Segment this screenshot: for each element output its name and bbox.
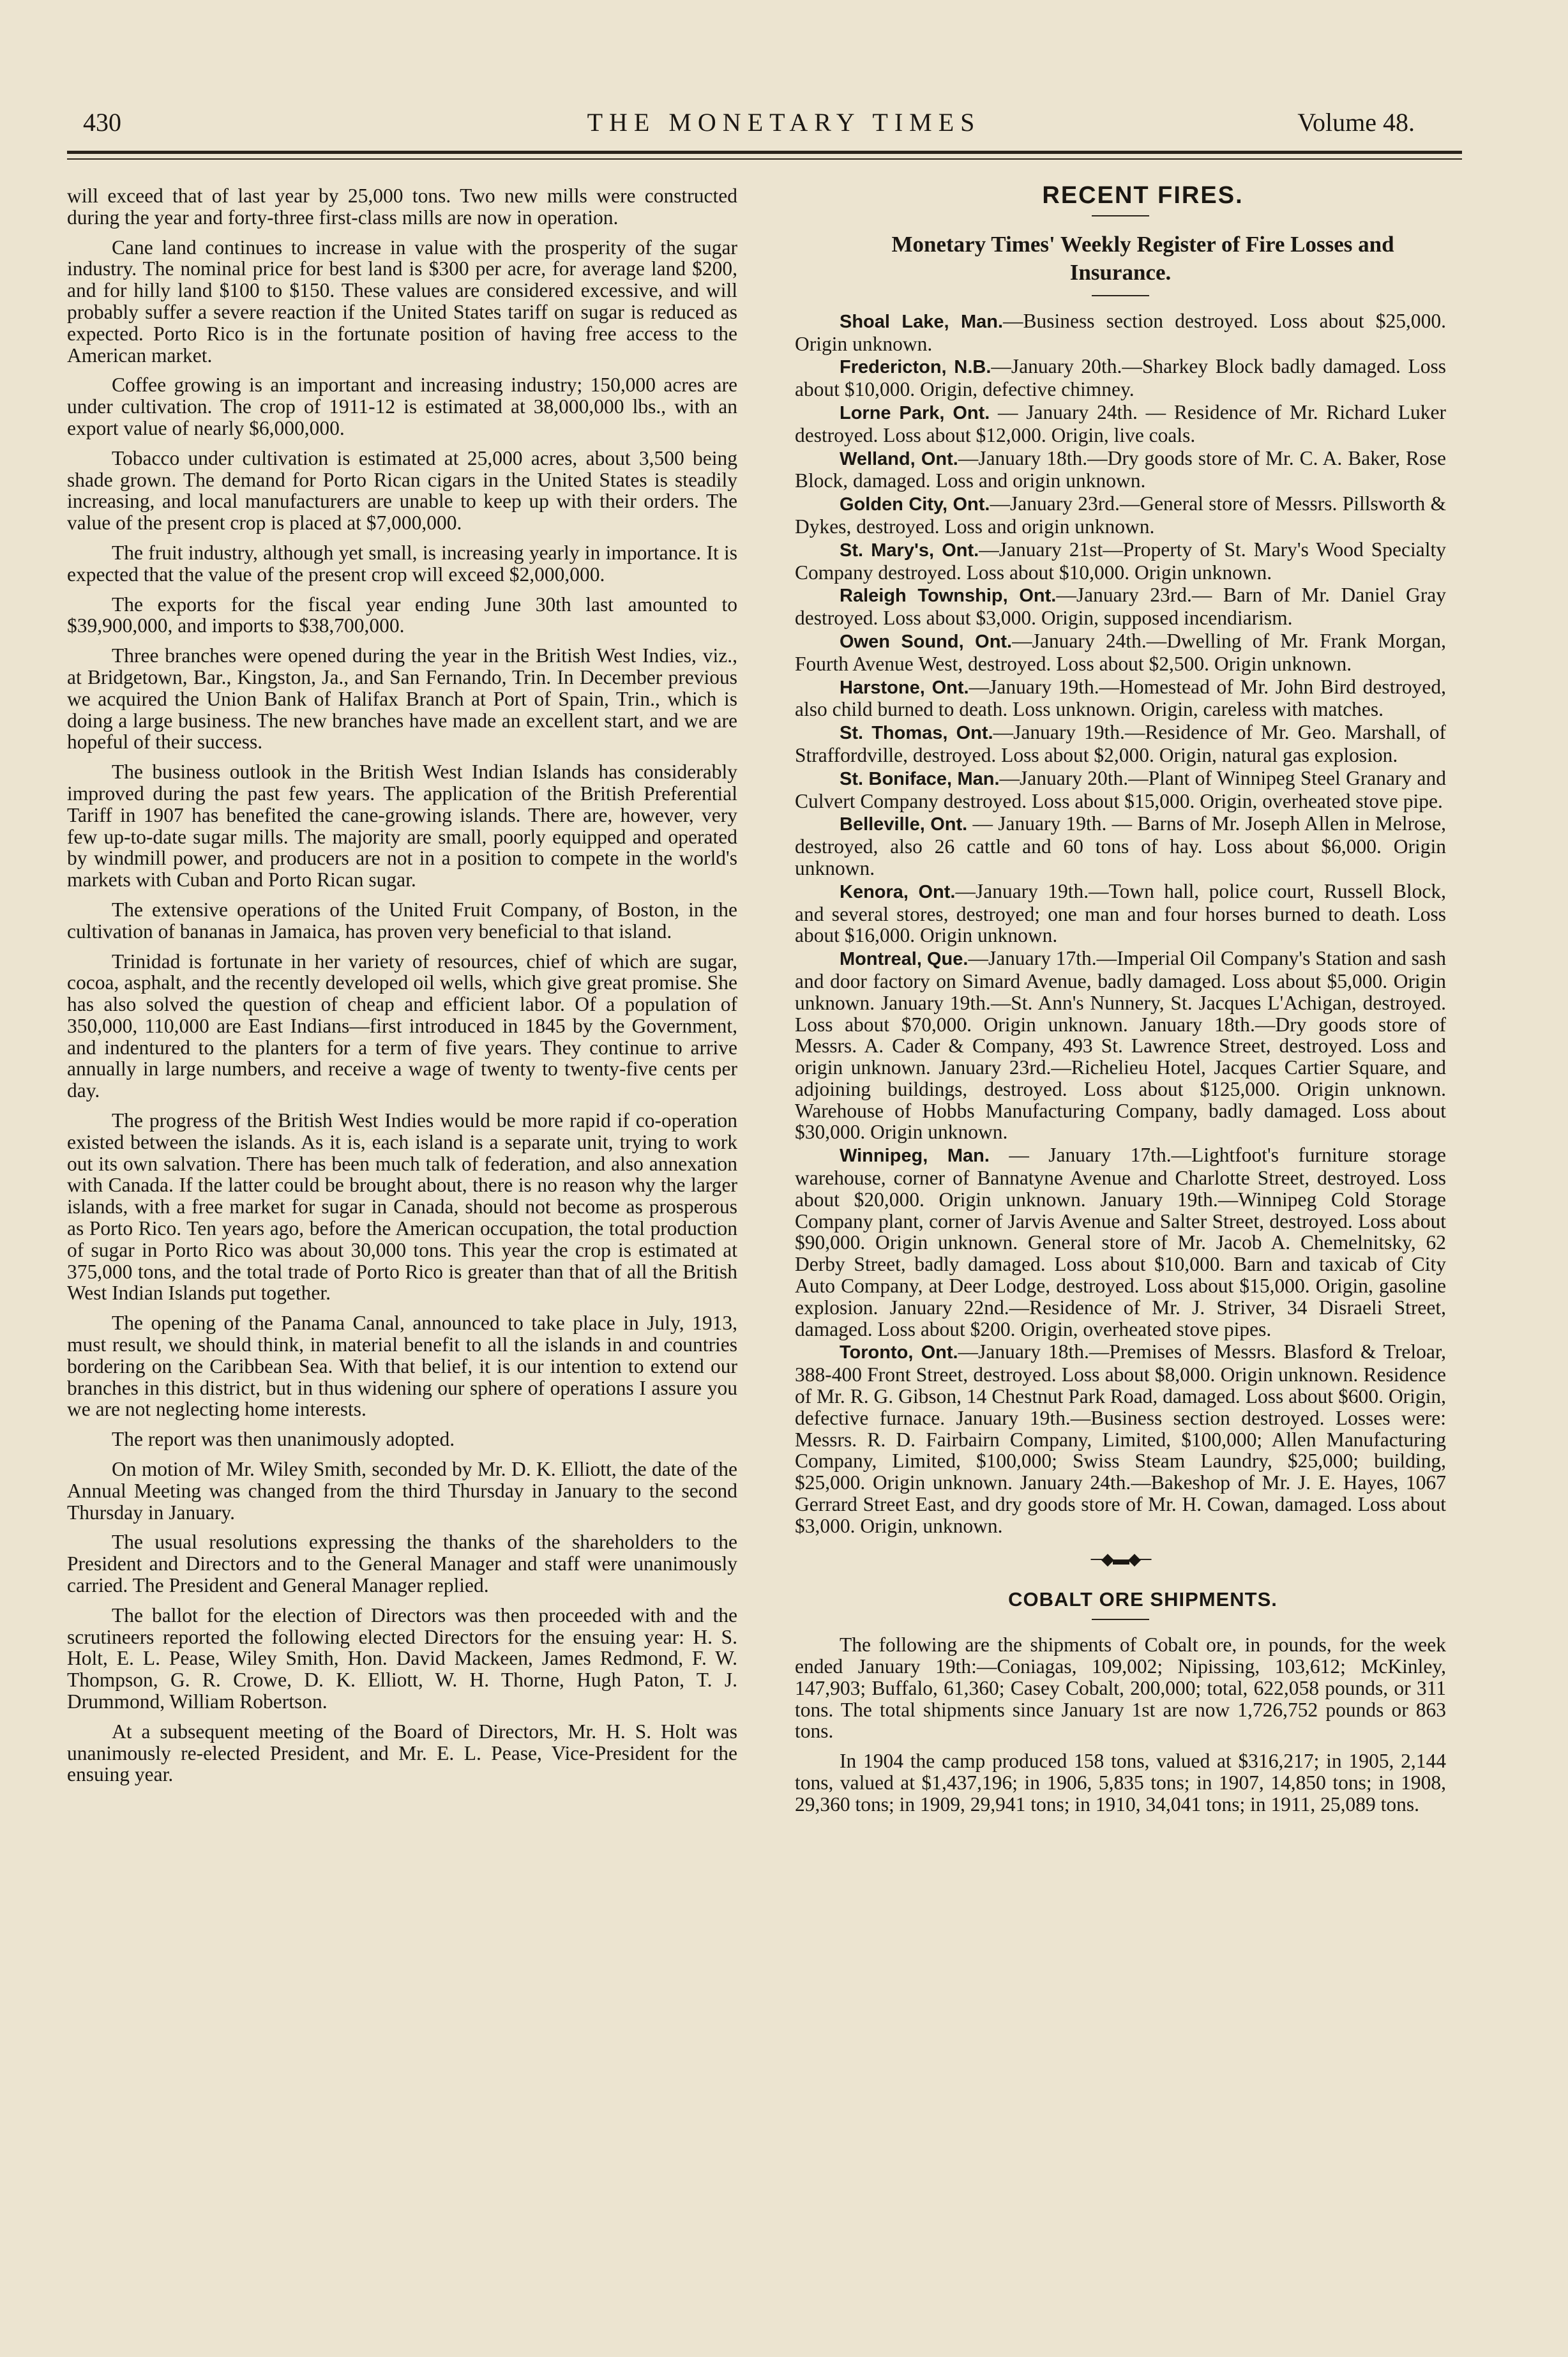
fire-entry bbox=[795, 310, 1446, 355]
fire-location: Belleville, Ont. bbox=[840, 814, 968, 835]
divider bbox=[1092, 295, 1149, 296]
paragraph: Trinidad is fortunate in her variety of resources, chief of which are sugar, cocoa, asphalt, and the recently developed oil wells, which give great promise. She has also solved the question of cheap and efficient labor. Of a population of 350,000, 110,000 are East Indians—first introduced in 1845 by the Government, and indentured to the planters for a term of five years. They continue to arrive annually in large numbers, and receive a wage of twenty to twenty-five cents per day. bbox=[67, 950, 737, 1102]
fire-entry bbox=[795, 356, 1446, 400]
fire-details: —January 23rd.— Barn of Mr. Daniel Gray destroyed. Loss about $3,000. Origin, supposed incendiarism. bbox=[795, 584, 1446, 630]
paragraph: will exceed that of last year by 25,000 tons. Two new mills were constructed during the year and forty-three first-class mills are now in operation. bbox=[67, 185, 737, 229]
fire-details: — January 19th. — Barns of Mr. Joseph Allen in Melrose, destroyed, also 26 cattle and 60 tons of hay. Loss about $6,000. Origin unknown. bbox=[795, 812, 1447, 879]
fire-details: — January 17th.—Lightfoot's furniture storage warehouse, corner of Bannatyne Avenue and Charlotte Street, destroyed. Loss about $20,000. Origin unknown. January 19th.—Winnipeg Cold Storage Company plant, corner of Jarvis Avenue and Salter Street, destroyed. Loss about $90,000. Origin unknown. General store of Mr. Jacob A. Chemelnitsky, 62 Derby Street, badly damaged. Loss about $10,000. Barn and taxicab of City Auto Company, at Deer Lodge, destroyed. Loss about $15,000. Origin, gasoline explosion. January 22nd.—Residence of Mr. J. Striver, 34 Disraeli Street, damaged. Loss about $200. Origin, overheated stove pipes. bbox=[795, 1144, 1446, 1340]
fire-location: Fredericton, N.B. bbox=[840, 357, 991, 378]
fire-details: —January 19th.—Homestead of Mr. John Bird destroyed, also child burned to death. Loss unknown. Origin, careless with matches. bbox=[795, 675, 1447, 721]
fire-location: St. Mary's, Ont. bbox=[840, 540, 979, 561]
page-header bbox=[0, 107, 1568, 146]
divider bbox=[1092, 1619, 1149, 1620]
divider bbox=[1092, 215, 1149, 216]
publication-title: THE MONETARY TIMES bbox=[587, 108, 981, 137]
fire-entry bbox=[795, 584, 1446, 629]
fire-location: Winnipeg, Man. bbox=[840, 1146, 990, 1167]
fire-location: Lorne Park, Ont. bbox=[840, 402, 990, 423]
right-column bbox=[795, 182, 1447, 1824]
fire-details: —January 18th.—Dry goods store of Mr. C. A. Baker, Rose Block, damaged. Loss and origin unknown. bbox=[795, 446, 1446, 492]
paragraph: At a subsequent meeting of the Board of Directors, Mr. H. S. Holt was unanimously re-elected President, and Mr. E. L. Pease, Vice-President for the ensuing year. bbox=[67, 1720, 737, 1786]
fire-location: Toronto, Ont. bbox=[840, 1342, 958, 1363]
paragraph: On motion of Mr. Wiley Smith, seconded by Mr. D. K. Elliott, the date of the Annual Meeting was changed from the third Thursday in January to the second Thursday in January. bbox=[67, 1458, 737, 1524]
fire-entry bbox=[795, 493, 1446, 538]
paragraph: In 1904 the camp produced 158 tons, valued at $316,217; in 1905, 2,144 tons, valued at $1,437,196; in 1906, 5,835 tons; in 1907, 14,850 tons; in 1908, 29,360 tons; in 1909, 29,941 tons; in 1910, 34,041 tons; in 1911, 25,089 tons. bbox=[795, 1750, 1446, 1815]
fire-entry bbox=[795, 722, 1446, 766]
section-heading: RECENT FIRES. bbox=[1042, 182, 1244, 209]
fire-details: —January 24th.—Dwelling of Mr. Frank Morgan, Fourth Avenue West, destroyed. Loss about $2,500. Origin unknown. bbox=[795, 629, 1446, 675]
fire-details: —January 21st—Property of St. Mary's Wood Specialty Company destroyed. Loss about $10,000. Origin unknown. bbox=[795, 538, 1446, 584]
fire-details: —January 17th.—Imperial Oil Company's Station and sash and door factory on Simard Avenue, badly damaged. Loss about $5,000. Origin unknown. January 19th.—St. Ann's Nunnery, St. Jacques L'Achigan, destroyed. Loss about $70,000. Origin unknown. January 18th.—Dry goods store of Messrs. A. Cader & Company, 493 St. Lawrence Street, destroyed. Loss and origin unknown. January 23rd.—Richelieu Hotel, Jacques Cartier Square, and adjoining buildings, destroyed. Loss about $125,000. Origin unknown. Warehouse of Hobbs Manufacturing Company, badly damaged. Loss about $30,000. Origin unknown. bbox=[795, 947, 1446, 1144]
paragraph: The following are the shipments of Cobalt ore, in pounds, for the week ended January 19th:—Coniagas, 109,002; Nipissing, 103,612; McKinley, 147,903; Buffalo, 61,360; Casey Cobalt, 200,000; total, 622,058 pounds, or 311 tons. The total shipments since January 1st are now 1,726,752 pounds or 863 tons. bbox=[795, 1633, 1446, 1743]
fire-entry bbox=[795, 630, 1446, 675]
paragraph: Three branches were opened during the year in the British West Indies, viz., at Bridgetown, Bar., Kingston, Ja., and San Fernando, Trin. In December previous we acquired the Union Bank of Halifax Branch at Port of Spain, Trin., which is doing a large business. The new branches have made an excellent start, and we are hopeful of their success. bbox=[67, 644, 737, 754]
cobalt-heading: COBALT ORE SHIPMENTS. bbox=[1008, 1588, 1278, 1611]
fire-details: — January 24th. — Residence of Mr. Richard Luker destroyed. Loss about $12,000. Origin, live coals. bbox=[795, 400, 1446, 446]
fire-details: —January 20th.—Sharkey Block badly damaged. Loss about $10,000. Origin, defective chimney. bbox=[795, 355, 1446, 401]
page-number: 430 bbox=[83, 108, 121, 137]
fire-details: —January 19th.—Residence of Mr. Geo. Marshall, of Straffordville, destroyed. Loss about $2,000. Origin, natural gas explosion. bbox=[795, 721, 1446, 766]
fire-location: St. Thomas, Ont. bbox=[840, 723, 993, 744]
paragraph: The report was then unanimously adopted. bbox=[112, 1428, 455, 1451]
fire-location: Raleigh Township, Ont. bbox=[840, 586, 1057, 607]
fire-location: Harstone, Ont. bbox=[840, 677, 969, 698]
paragraph: The progress of the British West Indies would be more rapid if co-operation existed between the islands. As it is, each island is a separate unit, trying to work out its own salvation. There has been much talk of federation, and also annexation with Canada. If the latter could be brought about, there is no reason why the larger islands, with a free market for sugar in Canada, should not become as prosperous as Porto Rico. Ten years ago, before the American occupation, the total production of sugar in Porto Rico was about 30,000 tons. This year the crop is estimated at 375,000 tons, and the total trade of Porto Rico is greater than that of all the British West Indian Islands put together. bbox=[67, 1109, 737, 1305]
ornament-divider: ─◆▬◆─ bbox=[1090, 1549, 1150, 1568]
fire-details: —January 20th.—Plant of Winnipeg Steel Granary and Culvert Company destroyed. Loss about $15,000. Origin, overheated stove pipe. bbox=[795, 766, 1447, 812]
fire-location: Welland, Ont. bbox=[840, 448, 958, 469]
fire-entry bbox=[795, 948, 1446, 1143]
fire-location: Golden City, Ont. bbox=[840, 494, 990, 515]
paragraph: The fruit industry, although yet small, is increasing yearly in importance. It is expected that the value of the present crop will exceed $2,000,000. bbox=[67, 541, 737, 586]
fire-location: Kenora, Ont. bbox=[840, 881, 956, 902]
left-column bbox=[67, 185, 737, 1794]
register-title: Monetary Times' Weekly Register of Fire Losses and Insurance. bbox=[891, 231, 1394, 285]
volume-label: Volume 48. bbox=[1297, 108, 1415, 137]
fire-entry bbox=[795, 1144, 1446, 1340]
header-rule-thin bbox=[67, 158, 1462, 160]
fire-entry bbox=[795, 768, 1446, 812]
fire-location: Owen Sound, Ont. bbox=[840, 631, 1013, 652]
fire-entry bbox=[795, 402, 1446, 446]
paragraph: The usual resolutions expressing the thanks of the shareholders to the President and Directors and to the General Manager and staff were unanimously carried. The President and General Manager replied. bbox=[67, 1531, 737, 1597]
fire-entry bbox=[795, 1341, 1446, 1536]
fire-entry bbox=[795, 881, 1446, 946]
paragraph: Cane land continues to increase in value with the prosperity of the sugar industry. The nominal price for best land is $300 per acre, for average land $200, and for hilly land $100 to $150. These values are considered excessive, and will probably suffer a severe reaction if the United States tariff on sugar is reduced as expected. Porto Rico is in the fortunate position of having free access to the American market. bbox=[67, 236, 737, 367]
fire-location: Montreal, Que. bbox=[840, 949, 969, 970]
fire-details: —Business section destroyed. Loss about $25,000. Origin unknown. bbox=[795, 309, 1446, 355]
fire-entry bbox=[795, 448, 1446, 492]
paragraph: The extensive operations of the United Fruit Company, of Boston, in the cultivation of bananas in Jamaica, has proven very beneficial to that island. bbox=[67, 898, 737, 943]
header-rule bbox=[67, 151, 1462, 154]
fire-entry bbox=[795, 813, 1446, 879]
paragraph: Coffee growing is an important and increasing industry; 150,000 acres are under cultivation. The crop of 1911-12 is estimated at 38,000,000 lbs., with an export value of nearly $6,000,000. bbox=[67, 374, 737, 439]
fire-details: —January 23rd.—General store of Messrs. Pillsworth & Dykes, destroyed. Loss and origin unknown. bbox=[795, 492, 1446, 538]
fire-location: St. Boniface, Man. bbox=[840, 768, 1000, 789]
fire-details: —January 19th.—Town hall, police court, Russell Block, and several stores, destroyed; one man and four horses burned to death. Loss about $16,000. Origin unknown. bbox=[795, 879, 1446, 947]
paragraph: The ballot for the election of Directors was then proceeded with and the scrutineers reported the following elected Directors for the ensuing year: H. S. Holt, E. L. Pease, Wiley Smith, Hon. David Mackeen, James Redmond, F. W. Thompson, G. R. Crowe, D. K. Elliott, W. H. Thorne, Hugh Paton, T. J. Drummond, William Robertson. bbox=[67, 1603, 737, 1713]
fire-entry bbox=[795, 539, 1446, 584]
fire-details: —January 18th.—Premises of Messrs. Blasford & Treloar, 388-400 Front Street, destroyed. Loss about $8,000. Origin unknown. Residence of Mr. R. G. Gibson, 14 Chestnut Park Road, damaged. Loss about $600. Origin, defective furnace. January 19th.—Business section destroyed. Losses were: Messrs. R. D. Fairbairn Company, Limited, $100,000; Allen Manufacturing Company, Limited, $100,000; Swiss Steam Laundry, $25,000; building, $25,000. Origin unknown. January 24th.—Bakeshop of Mr. J. E. Hayes, 1067 Gerrard Street East, and dry goods store of Mr. H. Cowan, damaged. Loss about $3,000. Origin, unknown. bbox=[795, 1340, 1446, 1537]
fire-register-list bbox=[795, 310, 1446, 1537]
paragraph: The exports for the fiscal year ending June 30th last amounted to $39,900,000, and imports to $38,700,000. bbox=[67, 593, 737, 637]
fire-location: Shoal Lake, Man. bbox=[840, 311, 1003, 332]
fire-entry bbox=[795, 676, 1446, 721]
paragraph: The opening of the Panama Canal, announced to take place in July, 1913, must result, we should think, in material benefit to all the islands in and countries bordering on the Caribbean Sea. With that belief, it is our intention to extend our branches in this district, but in thus widening our sphere of operations I assure you we are not neglecting home interests. bbox=[67, 1312, 737, 1421]
paragraph: The business outlook in the British West Indian Islands has considerably improved during the past few years. The application of the British Preferential Tariff in 1907 has benefited the cane-growing islands. There are, however, very few up-to-date sugar mills. The majority are small, poorly equipped and operated by windmill power, and producers are not in a position to compete in the world's markets with Cuban and Porto Rican sugar. bbox=[67, 761, 737, 891]
paragraph: Tobacco under cultivation is estimated at 25,000 acres, about 3,500 being shade grown. The demand for Porto Rican cigars in the United States is steadily increasing, and local manufacturers are unable to keep up with their orders. The value of the present crop is placed at $7,000,000. bbox=[67, 446, 737, 534]
